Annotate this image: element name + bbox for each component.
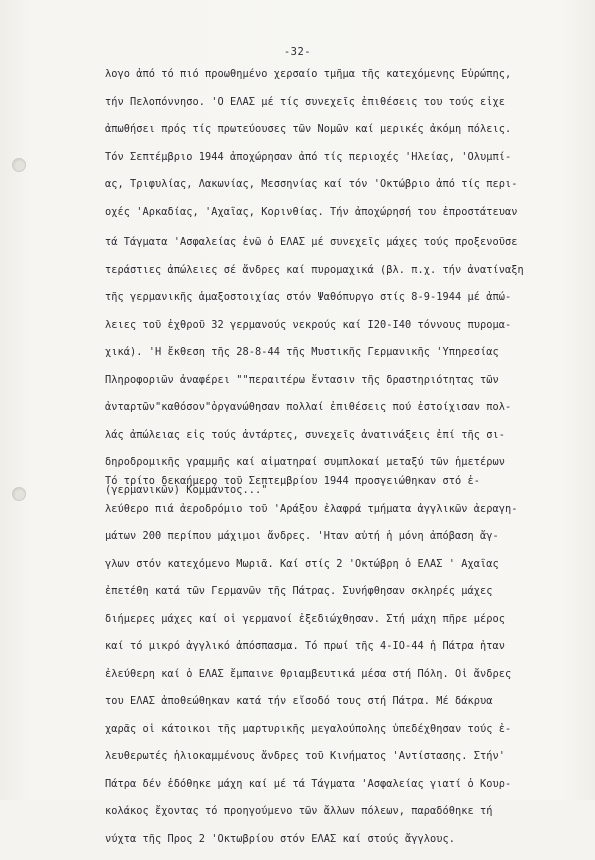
text-line: Πληροφοριῶν ἀναφέρει ""περαιτέρω ἔντασιν τῆς δραστηριότητας τῶν [105, 374, 575, 402]
text-line: λεύθερο πιά ἀεροδρόμιο τοῦ 'Αράξου ἐλαφρά τμήματα ἀγγλικῶν ἀεραγη- [105, 503, 575, 531]
text-line: τήν Πελοπόννησο. 'Ο ΕΛΑΣ μέ τίς συνεχεῖς ἐπιθέσεις του τούς εἶχε [105, 96, 575, 124]
text-line: καί τό μικρό ἀγγλικό ἀπόσπασμα. Τό πρωί τῆς 4-IO-44 ἡ Πάτρα ἦταν [105, 640, 575, 668]
text-line: ἀπωθήσει πρός τίς πρωτεύουσες τῶν Νομῶν καί μερικές ἀκόμη πόλεις. [105, 123, 575, 151]
text-line: Τό τρίτο δεκαήμερο τοῦ Σεπτεμβρίου 1944 προσγειώθηκαν στό ἐ- [105, 475, 575, 503]
text-line: χικά). 'Η ἔκθεση τῆς 28-8-44 τῆς Μυστικῆς Γερμανικῆς 'Υπηρεσίας [105, 346, 575, 374]
text-line: ἐλεύθερη καί ὁ ΕΛΑΣ ἔμπαινε θριαμβευτικά μέσα στή Πόλη. Οἱ ἄνδρες [105, 668, 575, 696]
text-line: λογο ἀπό τό πιό προωθημένο χερσαίο τμῆμα τῆς κατεχόμενης Εὐρώπης, [105, 68, 575, 96]
text-line: ας, Τριφυλίας, Λακωνίας, Μεσσηνίας καί τόν 'Οκτώβριο ἀπό τίς περι- [105, 178, 575, 206]
text-line: του ΕΛΑΣ ἀποθεώθηκαν κατά τήν εἴσοδό τους στή Πάτρα. Μέ δάκρυα [105, 695, 575, 723]
page-number: -32- [0, 46, 595, 58]
text-line: λειες τοῦ ἐχθροῦ 32 γερμανούς νεκρούς καί I20-I40 τόννους πυρομα- [105, 319, 575, 347]
text-line: ἐπετέθη κατά τῶν Γερμανῶν τῆς Πάτρας. Συνήφθησαν σκληρές μάχες [105, 585, 575, 613]
punch-hole [12, 158, 26, 172]
text-line: διήμερες μάχες καί οἱ γερμανοί ἐξεδιώχθησαν. Στή μάχη πῆρε μέρος [105, 613, 575, 641]
text-line: ἀνταρτῶν"καθόσον"ὀργανώθησαν πολλαί ἐπιθέσεις πού ἐστοίχισαν πολ- [105, 401, 575, 429]
text-line: τά Τάγματα 'Ασφαλείας ἐνῶ ὁ ΕΛΑΣ μέ συνεχεῖς μάχες τούς προξενοῦσε [105, 236, 575, 264]
text-line: γλων στόν κατεχόμενο Μωριᾶ. Καί στίς 2 'Οκτώβρη ὁ ΕΛΑΣ ' Αχαΐας [105, 558, 575, 586]
paragraph [105, 236, 575, 511]
text-line: Τόν Σεπτέμβριο 1944 ἀποχώρησαν ἀπό τίς περιοχές 'Ηλείας, 'Ολυμπί- [105, 151, 575, 179]
text-line: τεράστιες ἀπώλειες σέ ἄνδρες καί πυρομαχικά (βλ. π.χ. τήν ἀνατίναξη [105, 264, 575, 292]
paragraph [105, 475, 575, 860]
text-line: (γερμανικῶν) Κομμάντος..." [105, 484, 575, 512]
text-line: νύχτα τῆς Προς 2 'Οκτωβρίου στόν ΕΛΑΣ καί στούς ἄγγλους. [105, 833, 575, 860]
text-line: οχές 'Αρκαδίας, 'Αχαΐας, Κορινθίας. Τήν ἀποχώρησή του ἐπροστάτευαν [105, 206, 575, 234]
text-line: δηροδρομικῆς γραμμῆς καί αἱματηραί συμπλοκαί μεταξύ τῶν ἡμετέρων [105, 456, 575, 484]
text-line: λάς ἀπώλειας εἰς τούς ἀντάρτες, συνεχεῖς ἀνατινάξεις ἐπί τῆς σι- [105, 429, 575, 457]
text-line: Πάτρα δέν ἐδόθηκε μάχη καί μέ τά Τάγματα 'Ασφαλείας γιατί ὁ Κουρ- [105, 778, 575, 806]
paragraph [105, 68, 575, 233]
text-line: μάτων 200 περίπου μάχιμοι ἄνδρες. 'Ηταν αὐτή ἡ μόνη ἀπόβαση ἄγ- [105, 530, 575, 558]
text-line: χαρᾶς οἱ κάτοικοι τῆς μαρτυρικῆς μεγαλούπολης ὑπεδέχθησαν τούς ἐ- [105, 723, 575, 751]
text-line: λευθερωτές ἡλιοκαμμένους ἄνδρες τοῦ Κινήματος 'Αντίστασης. Στήν' [105, 750, 575, 778]
text-line: τῆς γερμανικῆς ἁμαξοστοιχίας στόν Ψαθόπυργο στίς 8-9-1944 μέ ἀπώ- [105, 291, 575, 319]
text-line: κολάκος ἔχοντας τό προηγούμενο τῶν ἄλλων πόλεων, παραδόθηκε τή [105, 805, 575, 833]
punch-hole [12, 487, 26, 501]
